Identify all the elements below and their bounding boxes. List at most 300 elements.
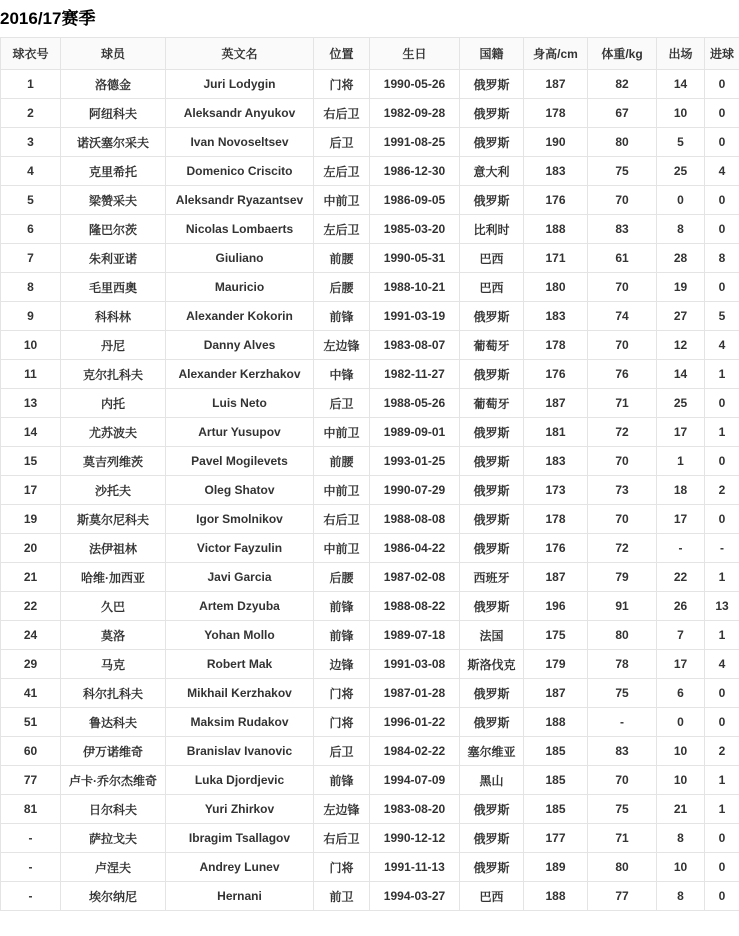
- table-cell: Aleksandr Ryazantsev: [166, 186, 314, 215]
- table-cell: 俄罗斯: [460, 853, 524, 882]
- table-cell: 左边锋: [314, 331, 370, 360]
- table-cell: 187: [524, 679, 588, 708]
- table-cell: 18: [657, 476, 705, 505]
- table-cell: 1982-11-27: [370, 360, 460, 389]
- table-cell: 鲁达科夫: [61, 708, 166, 737]
- table-cell: 80: [588, 128, 657, 157]
- table-cell: 2: [705, 476, 739, 505]
- page-title: 2016/17赛季: [0, 9, 96, 28]
- table-cell: 24: [1, 621, 61, 650]
- table-cell: 马克: [61, 650, 166, 679]
- table-cell: Domenico Criscito: [166, 157, 314, 186]
- table-cell: 1990-12-12: [370, 824, 460, 853]
- table-cell: 1991-11-13: [370, 853, 460, 882]
- table-row: [1, 215, 739, 244]
- table-cell: -: [657, 534, 705, 563]
- table-cell: 73: [588, 476, 657, 505]
- table-cell: 沙托夫: [61, 476, 166, 505]
- table-cell: 左后卫: [314, 215, 370, 244]
- table-cell: 丹尼: [61, 331, 166, 360]
- table-cell: 中锋: [314, 360, 370, 389]
- table-cell: 6: [657, 679, 705, 708]
- table-row: [1, 650, 739, 679]
- table-cell: 诺沃塞尔采夫: [61, 128, 166, 157]
- table-cell: 0: [705, 505, 739, 534]
- table-cell: 右后卫: [314, 99, 370, 128]
- table-header-row: [1, 38, 739, 70]
- table-cell: 0: [705, 824, 739, 853]
- table-cell: Juri Lodygin: [166, 70, 314, 99]
- table-cell: 俄罗斯: [460, 186, 524, 215]
- table-cell: Mauricio: [166, 273, 314, 302]
- table-cell: 183: [524, 447, 588, 476]
- table-cell: 25: [657, 157, 705, 186]
- table-cell: 1: [705, 795, 739, 824]
- table-row: [1, 273, 739, 302]
- table-cell: 1: [1, 70, 61, 99]
- table-cell: 科尔扎科夫: [61, 679, 166, 708]
- table-cell: 75: [588, 157, 657, 186]
- table-cell: 1983-08-07: [370, 331, 460, 360]
- table-cell: 葡萄牙: [460, 389, 524, 418]
- table-cell: 1: [705, 621, 739, 650]
- table-row: [1, 476, 739, 505]
- table-cell: 1987-01-28: [370, 679, 460, 708]
- table-cell: 83: [588, 737, 657, 766]
- table-cell: 51: [1, 708, 61, 737]
- table-cell: 萨拉戈夫: [61, 824, 166, 853]
- table-cell: Javi Garcia: [166, 563, 314, 592]
- table-row: [1, 157, 739, 186]
- table-cell: 61: [588, 244, 657, 273]
- table-cell: 11: [1, 360, 61, 389]
- table-cell: 斯莫尔尼科夫: [61, 505, 166, 534]
- column-header-player: 球员: [61, 38, 166, 70]
- table-cell: 0: [705, 882, 739, 911]
- table-cell: 0: [705, 853, 739, 882]
- table-cell: 10: [657, 737, 705, 766]
- table-cell: 17: [657, 650, 705, 679]
- table-cell: 1: [657, 447, 705, 476]
- table-cell: 3: [1, 128, 61, 157]
- table-cell: Maksim Rudakov: [166, 708, 314, 737]
- table-cell: 70: [588, 505, 657, 534]
- table-cell: 西班牙: [460, 563, 524, 592]
- table-cell: 21: [657, 795, 705, 824]
- table-cell: 0: [705, 215, 739, 244]
- table-cell: 0: [705, 389, 739, 418]
- table-cell: 81: [1, 795, 61, 824]
- column-header-weight: 体重/kg: [588, 38, 657, 70]
- table-cell: 俄罗斯: [460, 447, 524, 476]
- table-cell: 哈维·加西亚: [61, 563, 166, 592]
- table-cell: 1987-02-08: [370, 563, 460, 592]
- table-row: [1, 302, 739, 331]
- column-header-appearances: 出场: [657, 38, 705, 70]
- table-row: [1, 563, 739, 592]
- table-cell: 14: [1, 418, 61, 447]
- table-cell: 内托: [61, 389, 166, 418]
- table-cell: 门将: [314, 679, 370, 708]
- table-cell: 俄罗斯: [460, 795, 524, 824]
- table-row: [1, 244, 739, 273]
- table-cell: 4: [705, 331, 739, 360]
- table-row: [1, 99, 739, 128]
- table-row: [1, 70, 739, 99]
- table-cell: 19: [657, 273, 705, 302]
- table-cell: Yuri Zhirkov: [166, 795, 314, 824]
- table-cell: 0: [705, 679, 739, 708]
- table-header: [1, 38, 739, 70]
- table-cell: Branislav Ivanovic: [166, 737, 314, 766]
- table-row: [1, 737, 739, 766]
- table-cell: 8: [1, 273, 61, 302]
- table-row: [1, 447, 739, 476]
- table-cell: 边锋: [314, 650, 370, 679]
- table-cell: 9: [1, 302, 61, 331]
- table-cell: 洛德金: [61, 70, 166, 99]
- table-cell: 70: [588, 273, 657, 302]
- table-cell: 7: [1, 244, 61, 273]
- table-cell: 83: [588, 215, 657, 244]
- table-cell: 8: [657, 882, 705, 911]
- table-cell: -: [1, 824, 61, 853]
- table-cell: 前锋: [314, 302, 370, 331]
- table-cell: 22: [1, 592, 61, 621]
- table-cell: 185: [524, 766, 588, 795]
- table-cell: 82: [588, 70, 657, 99]
- table-cell: 77: [1, 766, 61, 795]
- table-cell: 71: [588, 824, 657, 853]
- table-cell: 左边锋: [314, 795, 370, 824]
- table-cell: 185: [524, 795, 588, 824]
- column-header-position: 位置: [314, 38, 370, 70]
- table-cell: 俄罗斯: [460, 70, 524, 99]
- table-cell: 中前卫: [314, 186, 370, 215]
- table-cell: 克里希托: [61, 157, 166, 186]
- table-cell: 俄罗斯: [460, 302, 524, 331]
- table-cell: 前腰: [314, 447, 370, 476]
- table-cell: 伊万诺维奇: [61, 737, 166, 766]
- table-cell: 60: [1, 737, 61, 766]
- table-cell: 1993-01-25: [370, 447, 460, 476]
- table-cell: 毛里西奥: [61, 273, 166, 302]
- table-cell: 卢卡·乔尔杰维奇: [61, 766, 166, 795]
- table-cell: Nicolas Lombaerts: [166, 215, 314, 244]
- table-cell: 法伊祖林: [61, 534, 166, 563]
- table-cell: 1988-08-08: [370, 505, 460, 534]
- table-cell: 卢涅夫: [61, 853, 166, 882]
- table-cell: 前腰: [314, 244, 370, 273]
- table-cell: 1989-07-18: [370, 621, 460, 650]
- table-cell: 0: [705, 708, 739, 737]
- table-cell: 1988-10-21: [370, 273, 460, 302]
- table-cell: 10: [657, 766, 705, 795]
- table-cell: 葡萄牙: [460, 331, 524, 360]
- table-cell: 71: [588, 389, 657, 418]
- table-cell: 前锋: [314, 621, 370, 650]
- table-cell: 80: [588, 621, 657, 650]
- table-cell: 后腰: [314, 273, 370, 302]
- table-cell: 巴西: [460, 273, 524, 302]
- table-cell: -: [588, 708, 657, 737]
- table-cell: 1990-05-31: [370, 244, 460, 273]
- table-cell: 克尔扎科夫: [61, 360, 166, 389]
- player-stats-table: [0, 37, 739, 911]
- table-cell: 1: [705, 360, 739, 389]
- table-cell: Alexander Kokorin: [166, 302, 314, 331]
- table-row: [1, 766, 739, 795]
- column-header-nationality: 国籍: [460, 38, 524, 70]
- table-cell: Robert Mak: [166, 650, 314, 679]
- table-cell: Artem Dzyuba: [166, 592, 314, 621]
- table-cell: 门将: [314, 853, 370, 882]
- table-cell: 梁赞采夫: [61, 186, 166, 215]
- table-cell: 1986-09-05: [370, 186, 460, 215]
- table-cell: 俄罗斯: [460, 534, 524, 563]
- table-cell: 前锋: [314, 592, 370, 621]
- table-cell: 俄罗斯: [460, 592, 524, 621]
- table-cell: 173: [524, 476, 588, 505]
- table-cell: 中前卫: [314, 476, 370, 505]
- table-cell: 183: [524, 302, 588, 331]
- table-cell: 1: [705, 418, 739, 447]
- table-cell: 埃尔纳尼: [61, 882, 166, 911]
- table-cell: 法国: [460, 621, 524, 650]
- table-cell: Giuliano: [166, 244, 314, 273]
- table-cell: Pavel Mogilevets: [166, 447, 314, 476]
- table-cell: 0: [705, 186, 739, 215]
- table-row: [1, 853, 739, 882]
- table-cell: 13: [705, 592, 739, 621]
- table-cell: 1982-09-28: [370, 99, 460, 128]
- table-cell: 俄罗斯: [460, 360, 524, 389]
- table-cell: 80: [588, 853, 657, 882]
- table-cell: 比利时: [460, 215, 524, 244]
- table-row: [1, 795, 739, 824]
- table-cell: -: [705, 534, 739, 563]
- table-cell: 巴西: [460, 882, 524, 911]
- table-cell: 14: [657, 360, 705, 389]
- table-cell: 俄罗斯: [460, 418, 524, 447]
- table-cell: 1: [705, 563, 739, 592]
- table-cell: 29: [1, 650, 61, 679]
- table-cell: 188: [524, 708, 588, 737]
- table-cell: 黑山: [460, 766, 524, 795]
- table-cell: 76: [588, 360, 657, 389]
- table-cell: 后卫: [314, 389, 370, 418]
- table-cell: 2: [1, 99, 61, 128]
- table-cell: Luka Djordjevic: [166, 766, 314, 795]
- table-cell: 171: [524, 244, 588, 273]
- table-cell: 5: [705, 302, 739, 331]
- table-row: [1, 621, 739, 650]
- table-cell: Oleg Shatov: [166, 476, 314, 505]
- table-cell: 朱利亚诺: [61, 244, 166, 273]
- table-cell: 1996-01-22: [370, 708, 460, 737]
- table-cell: 187: [524, 389, 588, 418]
- table-cell: 俄罗斯: [460, 476, 524, 505]
- table-cell: -: [1, 853, 61, 882]
- table-cell: 15: [1, 447, 61, 476]
- table-cell: 1994-07-09: [370, 766, 460, 795]
- table-cell: 176: [524, 534, 588, 563]
- table-cell: 22: [657, 563, 705, 592]
- table-cell: Alexander Kerzhakov: [166, 360, 314, 389]
- table-cell: 1988-05-26: [370, 389, 460, 418]
- table-cell: 91: [588, 592, 657, 621]
- table-cell: 左后卫: [314, 157, 370, 186]
- table-cell: 183: [524, 157, 588, 186]
- table-cell: Luis Neto: [166, 389, 314, 418]
- table-cell: 意大利: [460, 157, 524, 186]
- table-cell: 巴西: [460, 244, 524, 273]
- table-cell: Yohan Mollo: [166, 621, 314, 650]
- table-cell: 久巴: [61, 592, 166, 621]
- table-cell: 0: [705, 128, 739, 157]
- table-cell: 前锋: [314, 766, 370, 795]
- table-cell: 188: [524, 215, 588, 244]
- table-cell: 0: [657, 708, 705, 737]
- table-row: [1, 708, 739, 737]
- table-cell: 前卫: [314, 882, 370, 911]
- column-header-height: 身高/cm: [524, 38, 588, 70]
- table-cell: 8: [705, 244, 739, 273]
- table-cell: Igor Smolnikov: [166, 505, 314, 534]
- table-cell: 12: [657, 331, 705, 360]
- table-cell: 26: [657, 592, 705, 621]
- table-cell: 10: [657, 853, 705, 882]
- table-cell: 70: [588, 186, 657, 215]
- table-cell: 1: [705, 766, 739, 795]
- table-cell: 日尔科夫: [61, 795, 166, 824]
- table-cell: 后卫: [314, 128, 370, 157]
- table-cell: 隆巴尔茨: [61, 215, 166, 244]
- table-cell: 189: [524, 853, 588, 882]
- table-cell: Ivan Novoseltsev: [166, 128, 314, 157]
- table-cell: 74: [588, 302, 657, 331]
- table-cell: Artur Yusupov: [166, 418, 314, 447]
- table-row: [1, 882, 739, 911]
- table-cell: 14: [657, 70, 705, 99]
- table-cell: 尤苏波夫: [61, 418, 166, 447]
- table-cell: 后卫: [314, 737, 370, 766]
- table-cell: 1991-03-08: [370, 650, 460, 679]
- table-cell: 175: [524, 621, 588, 650]
- table-row: [1, 418, 739, 447]
- table-cell: 17: [1, 476, 61, 505]
- table-row: [1, 505, 739, 534]
- table-cell: 178: [524, 331, 588, 360]
- table-cell: 右后卫: [314, 505, 370, 534]
- table-cell: 72: [588, 534, 657, 563]
- table-cell: 17: [657, 505, 705, 534]
- table-cell: 7: [657, 621, 705, 650]
- table-cell: 0: [705, 70, 739, 99]
- table-cell: 0: [657, 186, 705, 215]
- table-row: [1, 534, 739, 563]
- table-cell: 190: [524, 128, 588, 157]
- table-cell: 1989-09-01: [370, 418, 460, 447]
- table-cell: Ibragim Tsallagov: [166, 824, 314, 853]
- table-cell: 1990-05-26: [370, 70, 460, 99]
- table-cell: 俄罗斯: [460, 824, 524, 853]
- table-cell: 5: [1, 186, 61, 215]
- table-cell: 俄罗斯: [460, 679, 524, 708]
- table-cell: Aleksandr Anyukov: [166, 99, 314, 128]
- table-cell: 1991-03-19: [370, 302, 460, 331]
- table-cell: 后腰: [314, 563, 370, 592]
- table-cell: 1986-04-22: [370, 534, 460, 563]
- table-cell: 中前卫: [314, 418, 370, 447]
- table-cell: 176: [524, 186, 588, 215]
- table-cell: 斯洛伐克: [460, 650, 524, 679]
- table-cell: 70: [588, 331, 657, 360]
- table-cell: Danny Alves: [166, 331, 314, 360]
- table-cell: Hernani: [166, 882, 314, 911]
- table-cell: 17: [657, 418, 705, 447]
- table-cell: 门将: [314, 70, 370, 99]
- table-cell: 196: [524, 592, 588, 621]
- column-header-jersey-number: 球衣号: [1, 38, 61, 70]
- table-cell: 187: [524, 563, 588, 592]
- table-row: [1, 186, 739, 215]
- column-header-goals: 进球: [705, 38, 739, 70]
- table-cell: 俄罗斯: [460, 505, 524, 534]
- table-cell: 1990-07-29: [370, 476, 460, 505]
- table-cell: 1985-03-20: [370, 215, 460, 244]
- table-row: [1, 592, 739, 621]
- table-cell: 75: [588, 679, 657, 708]
- table-cell: 阿纽科夫: [61, 99, 166, 128]
- table-cell: 10: [657, 99, 705, 128]
- table-cell: 0: [705, 99, 739, 128]
- table-row: [1, 389, 739, 418]
- table-cell: 1994-03-27: [370, 882, 460, 911]
- table-cell: 科科林: [61, 302, 166, 331]
- table-cell: 67: [588, 99, 657, 128]
- table-cell: 门将: [314, 708, 370, 737]
- table-cell: 177: [524, 824, 588, 853]
- table-cell: 塞尔维亚: [460, 737, 524, 766]
- table-cell: 0: [705, 273, 739, 302]
- table-cell: 0: [705, 447, 739, 476]
- table-cell: 181: [524, 418, 588, 447]
- table-cell: Victor Fayzulin: [166, 534, 314, 563]
- table-cell: 5: [657, 128, 705, 157]
- table-cell: 右后卫: [314, 824, 370, 853]
- table-cell: 70: [588, 766, 657, 795]
- table-cell: 75: [588, 795, 657, 824]
- table-cell: 20: [1, 534, 61, 563]
- table-cell: 1991-08-25: [370, 128, 460, 157]
- table-cell: 176: [524, 360, 588, 389]
- table-row: [1, 128, 739, 157]
- table-cell: 188: [524, 882, 588, 911]
- table-cell: 俄罗斯: [460, 128, 524, 157]
- table-cell: 179: [524, 650, 588, 679]
- table-cell: 21: [1, 563, 61, 592]
- table-cell: Mikhail Kerzhakov: [166, 679, 314, 708]
- table-row: [1, 331, 739, 360]
- table-cell: 28: [657, 244, 705, 273]
- table-cell: 77: [588, 882, 657, 911]
- table-cell: 俄罗斯: [460, 708, 524, 737]
- table-cell: 19: [1, 505, 61, 534]
- table-row: [1, 679, 739, 708]
- table-cell: 180: [524, 273, 588, 302]
- table-cell: 4: [1, 157, 61, 186]
